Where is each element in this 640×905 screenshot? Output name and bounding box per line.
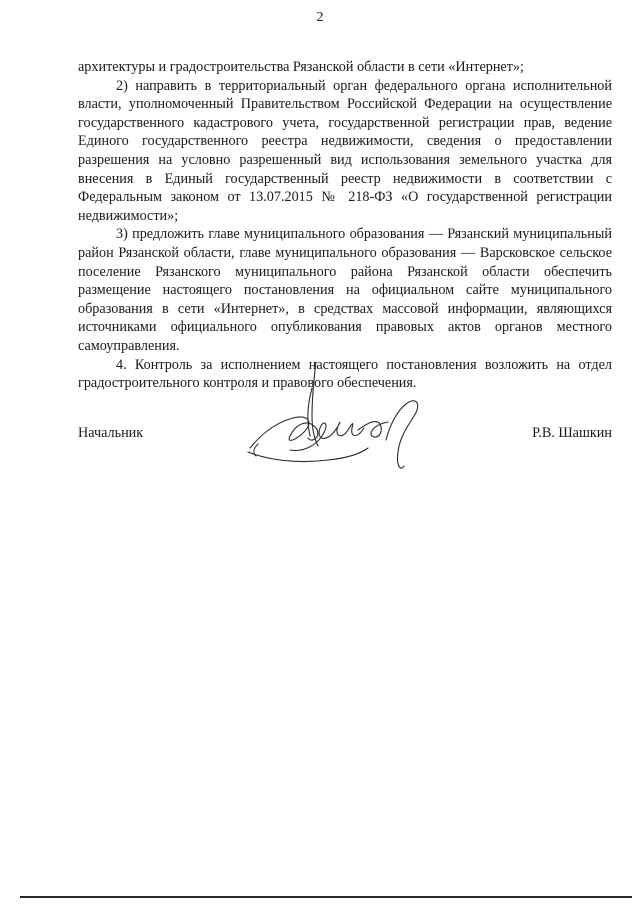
document-body bbox=[78, 58, 612, 393]
paragraph-continuation: архитектуры и градостроительства Рязанской области в сети «Интернет»; bbox=[78, 59, 524, 75]
signatory-title: Начальник bbox=[78, 425, 144, 441]
page-bottom-rule bbox=[20, 896, 632, 898]
signatory-name: Р.В. Шашкин bbox=[532, 425, 612, 441]
handwritten-signature bbox=[238, 348, 438, 480]
paragraph-item-4: 4. Контроль за исполнением настоящего постановления возложить на отдел градостроительного контроля и правового обеспечения. bbox=[78, 356, 612, 392]
signature-block bbox=[78, 425, 612, 445]
paragraph-item-2: 2) направить в территориальный орган федерального органа исполнительной власти, уполномоченный Правительством Российской Федерации на осуществление государственного кадастрового учета, государственной регистрации прав, ведение Единого государственного реестра недвижимости, сведения о предоставлении разрешения на условно разрешенный вид использования земельного участка для внесения в Единый государственный реестр недвижимости в соответствии с Федеральным законом от 13.07.2015 № 218-ФЗ «О государственной регистрации недвижимости»; bbox=[78, 77, 612, 224]
page-number: 2 bbox=[316, 10, 324, 25]
paragraph-item-3: 3) предложить главе муниципального образования — Рязанский муниципальный район Рязанской области, главе муниципального образования — Варсковское сельское поселение Рязанского муниципального района Рязанской области обеспечить размещение настоящего постановления на официальном сайте муниципального образования в сети «Интернет», в средствах массовой информации, являющихся источниками официального опубликования правовых актов органов местного самоуправления. bbox=[78, 226, 612, 354]
